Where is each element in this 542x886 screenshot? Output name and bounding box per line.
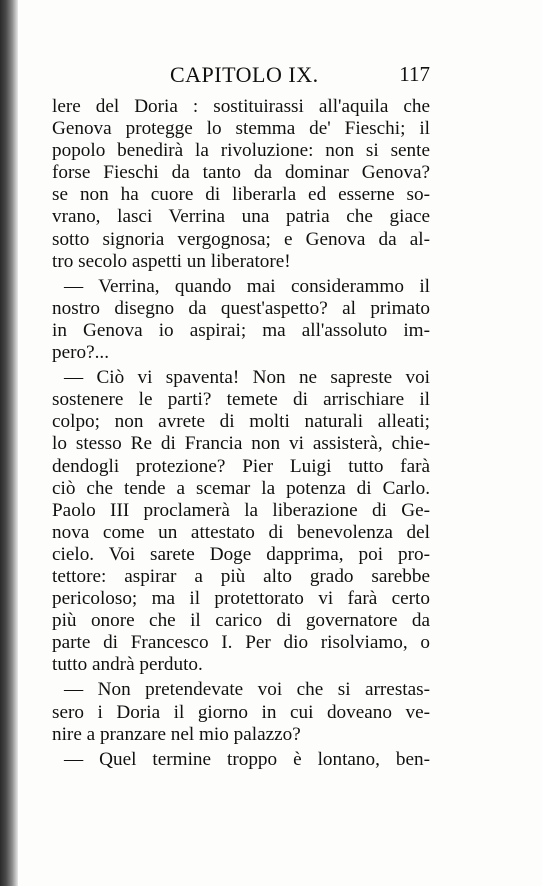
text-line: sero i Doria il giorno in cui doveano ve- xyxy=(52,701,430,723)
text-line: cielo. Voi sarete Doge dapprima, poi pro- xyxy=(52,543,430,565)
text-line: lere del Doria : sostituirassi all'aquila che xyxy=(52,96,430,117)
text-line: sotto signoria vergognosa; e Genova da al- xyxy=(52,228,430,250)
text-line: — Ciò vi spaventa! Non ne sapreste voi xyxy=(64,367,430,389)
text-line: parte di Francesco I. Per dio risolviamo, o xyxy=(52,632,430,654)
text-line: pericoloso; ma il protettorato vi farà certo xyxy=(52,588,430,610)
paragraph xyxy=(52,367,430,676)
paragraph xyxy=(52,679,430,745)
text-line: colpo; non avrete di molti naturali alleati; xyxy=(52,411,430,433)
text-line: dendogli protezione? Pier Luigi tutto farà xyxy=(52,455,430,477)
text-line: tro secolo aspetti un liberatore! xyxy=(52,250,291,272)
text-line: tutto andrà perduto. xyxy=(52,654,203,676)
text-line: più onore che il carico di governatore da xyxy=(52,610,430,632)
text-line: — Verrina, quando mai considerammo il xyxy=(64,275,430,297)
text-line: nostro disegno da quest'aspetto? al primato xyxy=(52,297,430,319)
text-line: tettore: aspirar a più alto grado sarebbe xyxy=(52,565,430,587)
text-line: nova come un attestato di benevolenza del xyxy=(52,521,430,543)
text-line: vrano, lasci Verrina una patria che giace xyxy=(52,206,430,228)
page-number: 117 xyxy=(399,62,430,86)
paragraph xyxy=(52,749,430,771)
page-binding-edge xyxy=(0,0,18,886)
text-line: — Non pretendevate voi che si arrestas- xyxy=(64,679,430,701)
chapter-title: CAPITOLO IX. xyxy=(170,62,319,87)
text-line: lo stesso Re di Francia non vi assisterà, chie- xyxy=(52,433,430,455)
text-line: pero?... xyxy=(52,342,110,364)
text-line: nire a pranzare nel mio palazzo? xyxy=(52,723,301,745)
text-line: se non ha cuore di liberarla ed esserne so- xyxy=(52,184,430,206)
text-line: Genova protegge lo stemma de' Fieschi; il xyxy=(52,118,430,140)
text-line: sostenere le parti? temete di arrischiare il xyxy=(52,389,430,411)
text-line: popolo benedirà la rivoluzione: non si sente xyxy=(52,140,430,162)
body-text xyxy=(52,96,430,771)
text-line: forse Fieschi da tanto da dominar Genova? xyxy=(52,162,430,184)
page-header xyxy=(52,62,430,92)
text-line: in Genova io aspirai; ma all'assoluto im- xyxy=(52,319,430,341)
text-line: — Quel termine troppo è lontano, ben- xyxy=(64,748,430,770)
paragraph xyxy=(52,276,430,364)
text-line: ciò che tende a scemar la potenza di Carlo. xyxy=(52,477,430,499)
text-line: Paolo III proclamerà la liberazione di Ge- xyxy=(52,499,430,521)
paragraph xyxy=(52,96,430,273)
